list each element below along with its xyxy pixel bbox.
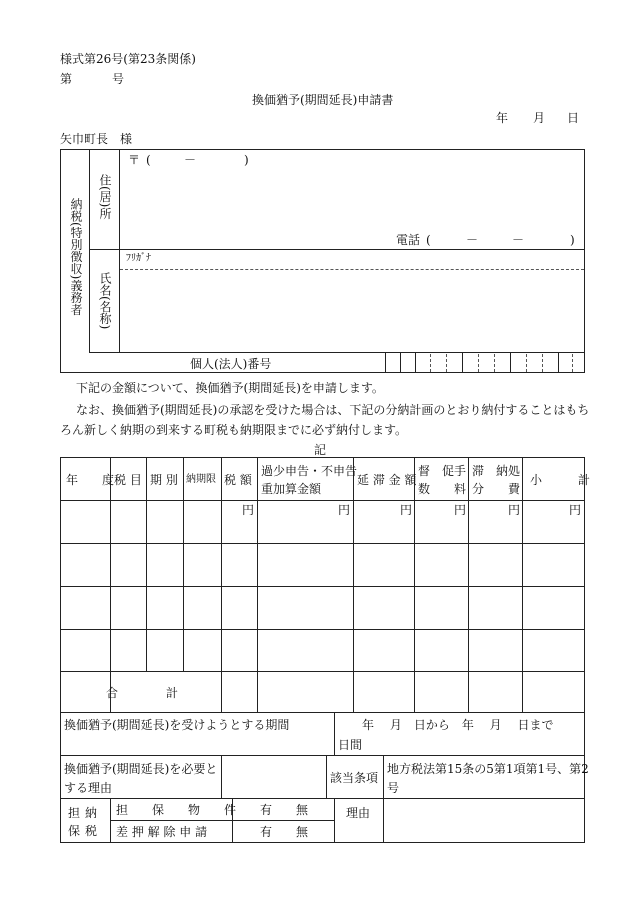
furigana-label: ﾌﾘｶﾞﾅ <box>126 253 151 264</box>
statement-2a: なお、換価猶予(期間延長)の承認を受けた場合は、下記の分納計画のとおり納付することはもち <box>76 403 590 417</box>
header-year: 年 度 <box>66 473 115 487</box>
postal-mark: 〒 <box>128 153 141 167</box>
header-subtotal: 小 計 <box>530 473 591 487</box>
total-label: 合 計 <box>106 686 179 700</box>
collateral-label: 担 保 物 件 <box>116 803 237 817</box>
security-reason-label: 理由 <box>346 806 371 820</box>
security-label-3: 担 <box>68 806 81 820</box>
header-additional-2: 重加算金額 <box>261 482 322 496</box>
period-label: 換価猶予(期間延長)を受けようとする期間 <box>64 718 290 732</box>
header-due: 納期限 <box>186 474 216 485</box>
postal-dash: － <box>184 153 197 167</box>
phone-label: 電話 <box>396 233 421 247</box>
postal-paren-close: ) <box>244 153 249 167</box>
addressee: 矢巾町長 様 <box>60 132 133 146</box>
date-month: 月 <box>533 111 546 125</box>
header-disposal-1: 滞 納処 <box>472 464 521 478</box>
header-fee-1: 督 促手 <box>418 464 467 478</box>
clause-text-2: 号 <box>387 781 400 795</box>
address-label: 住(居)所 <box>98 174 112 220</box>
reason-label-2: する理由 <box>64 781 113 795</box>
header-delinquency: 延 滞 金 額 <box>357 473 417 487</box>
statement-2b: ろん新しく納期の到来する町税も納期限までに必ず納付します。 <box>60 423 408 437</box>
yen-delinquency: 円 <box>400 503 413 517</box>
phone-dash-2: － <box>512 233 525 247</box>
phone-dash-1: － <box>466 233 479 247</box>
doc-no-dai: 第 <box>60 72 73 86</box>
seizure-yes-no: 有 無 <box>260 825 309 839</box>
yen-fee: 円 <box>454 503 467 517</box>
yen-disposal: 円 <box>508 503 521 517</box>
yen-amount: 円 <box>242 503 255 517</box>
header-amount: 税 額 <box>224 473 252 487</box>
period-days: 日間 <box>338 738 363 752</box>
clause-label: 該当条項 <box>330 771 379 785</box>
id-number-label: 個人(法人)番号 <box>190 357 272 371</box>
security-label-4: 保 <box>68 824 81 838</box>
collateral-yes-no: 有 無 <box>260 803 309 817</box>
security-label-1: 納 <box>85 806 98 820</box>
postal-paren-open: ( <box>146 153 151 167</box>
name-label: 氏名(名称) <box>98 272 112 330</box>
header-disposal-2: 分 費 <box>472 482 521 496</box>
header-additional-1: 過少申告・不申告 <box>261 464 358 478</box>
seizure-release-label: 差 押 解 除 申 請 <box>116 825 208 839</box>
reason-label-1: 換価猶予(期間延長)を必要と <box>64 762 218 776</box>
header-tax-item: 税 目 <box>114 473 142 487</box>
doc-no-go: 号 <box>112 72 125 86</box>
date-year: 年 <box>496 111 509 125</box>
period-from-to: 年 月 日から 年 月 日まで <box>362 718 554 732</box>
clause-text-1: 地方税法第15条の5第1項第1号、第2 <box>387 762 589 776</box>
date-day: 日 <box>567 111 580 125</box>
form-number: 様式第26号(第23条関係) <box>60 52 196 66</box>
phone-paren-open: ( <box>426 233 431 247</box>
statement-1: 下記の金額について、換価猶予(期間延長)を申請します。 <box>76 381 384 395</box>
security-label-2: 税 <box>85 824 98 838</box>
header-fee-2: 数 料 <box>418 482 467 496</box>
yen-additional: 円 <box>338 503 351 517</box>
yen-subtotal: 円 <box>569 503 582 517</box>
header-period: 期 別 <box>150 473 178 487</box>
ki-label: 記 <box>314 443 327 457</box>
phone-paren-close: ) <box>570 233 575 247</box>
page-title: 換価猶予(期間延長)申請書 <box>252 93 394 107</box>
taxpayer-side-label: 納税(特別徴収)義務者 <box>69 198 83 316</box>
